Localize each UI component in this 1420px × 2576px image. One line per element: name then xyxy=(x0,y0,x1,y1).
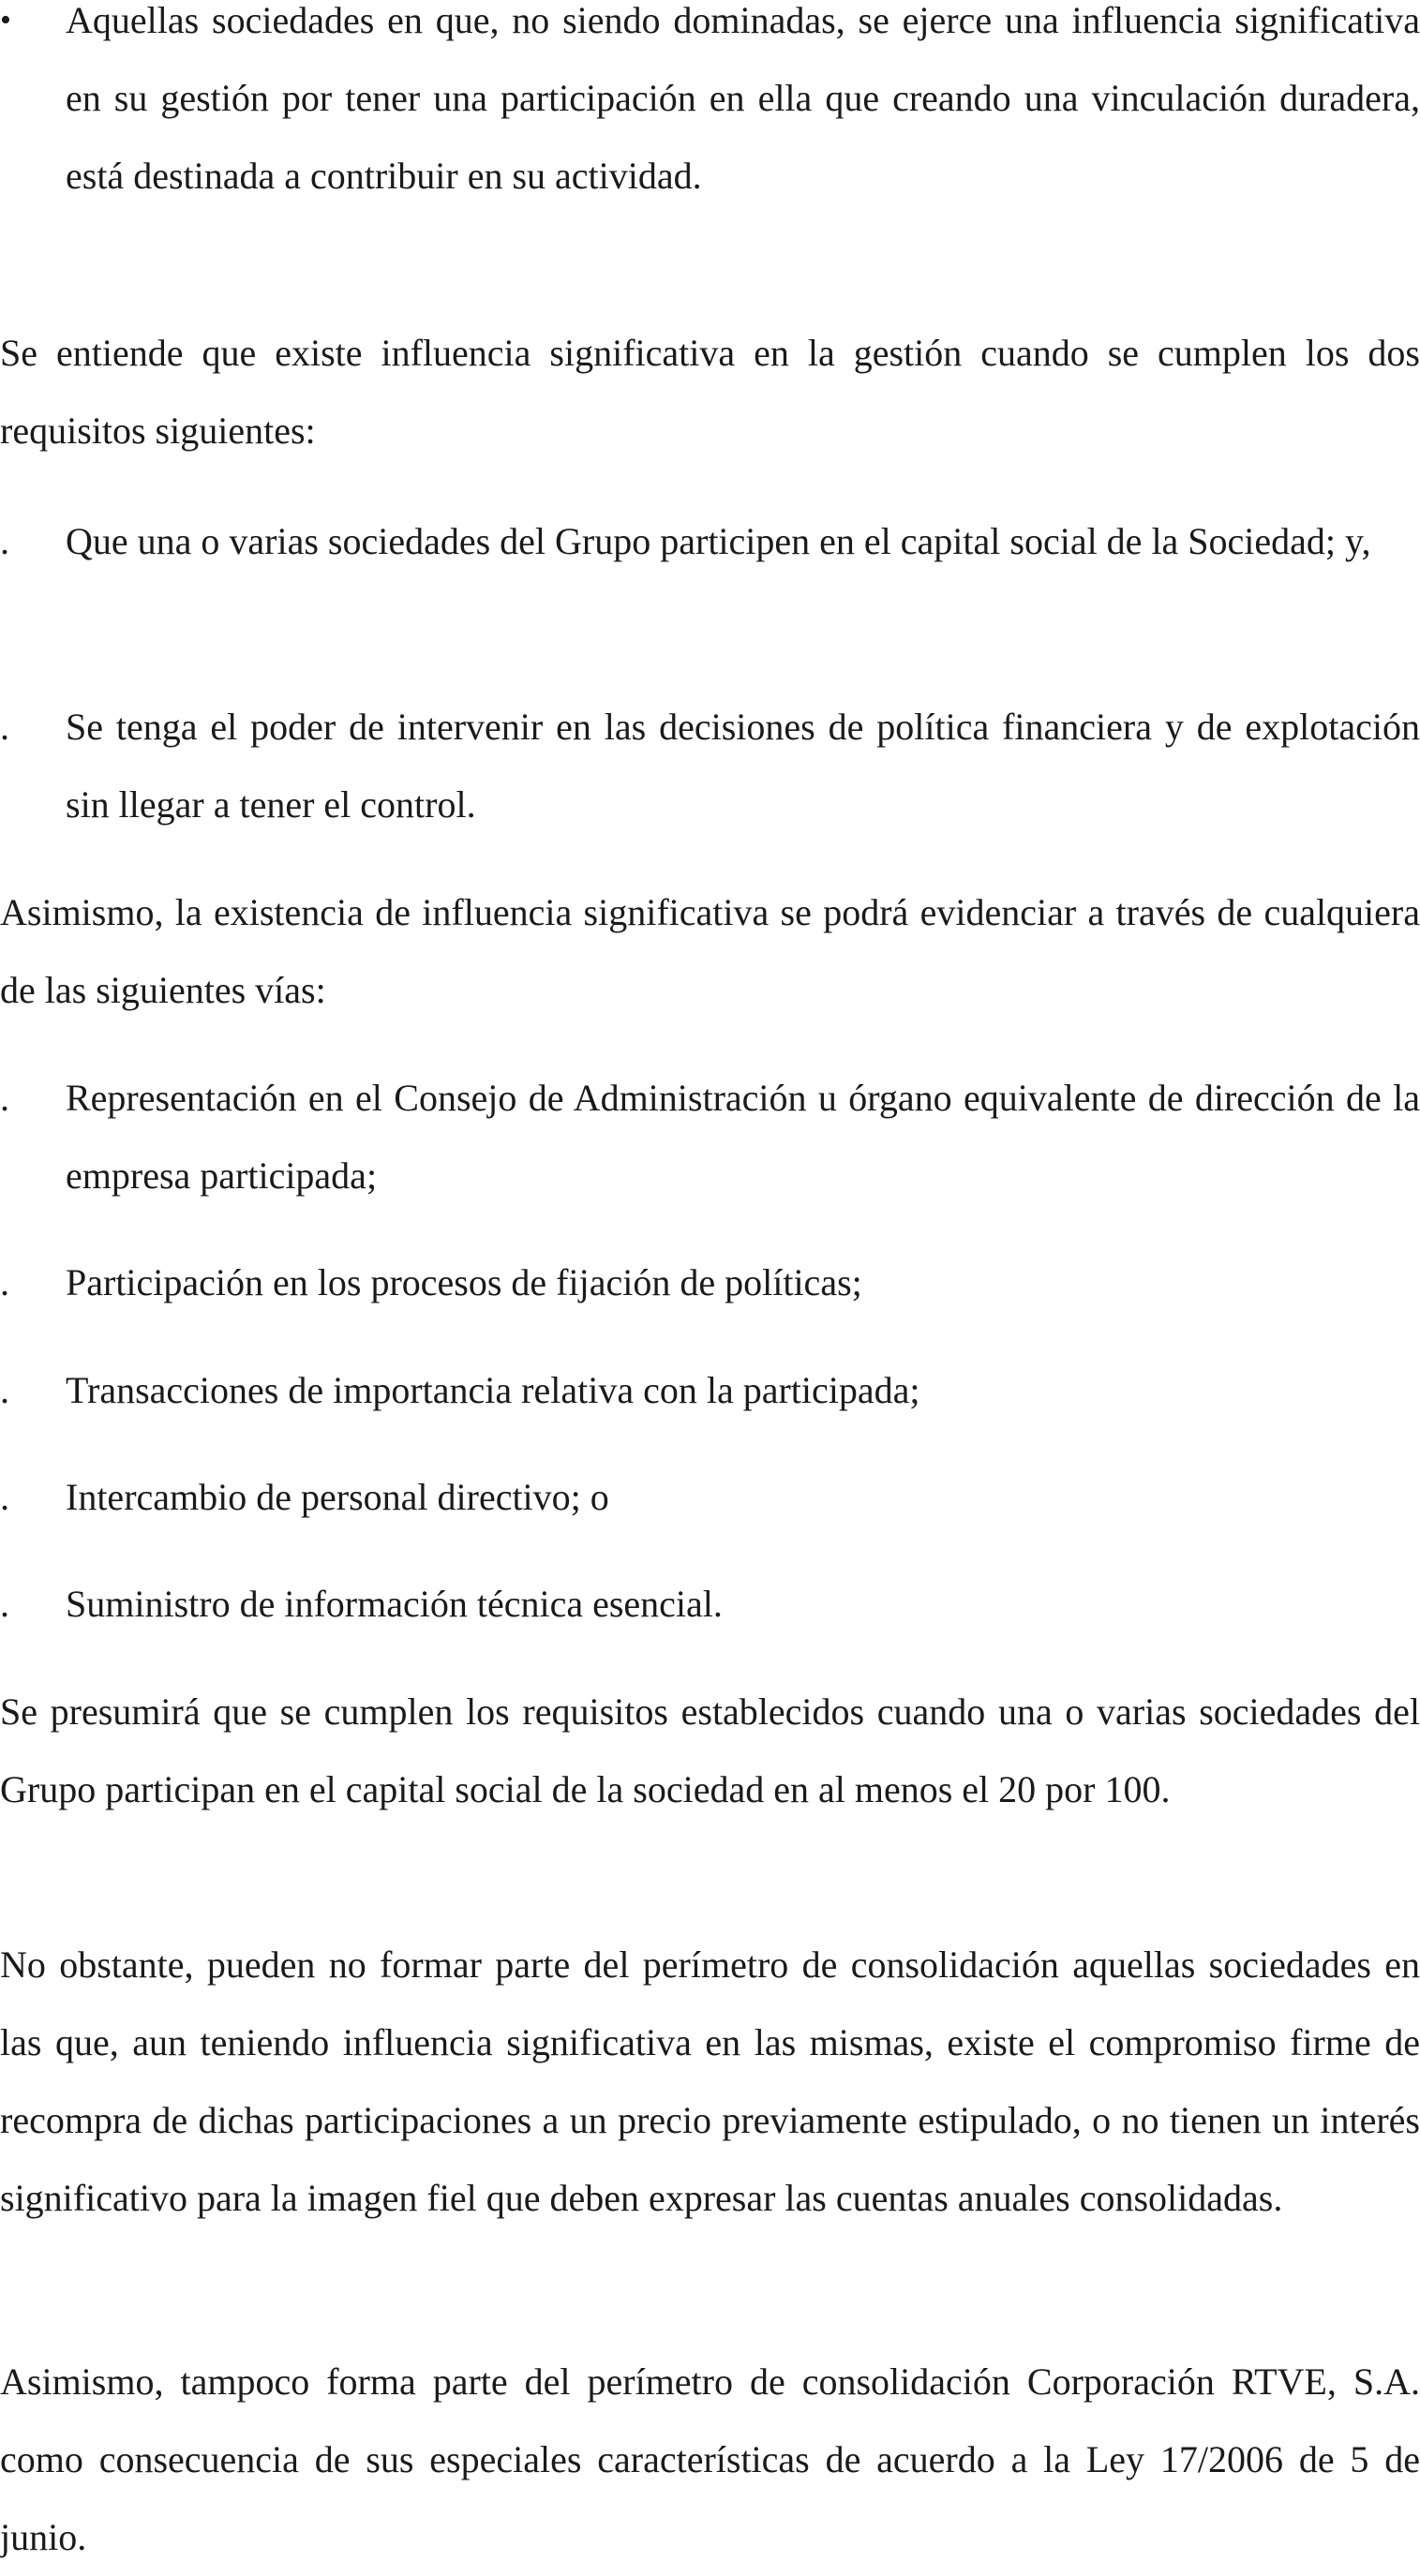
list-item-way-5 xyxy=(0,1565,1420,1643)
paragraph-influence-definition: Se entiende que existe influencia significativa en la gestión cuando se cumplen los dos requisitos siguientes: xyxy=(0,332,1420,452)
list-marker: . xyxy=(0,1583,9,1625)
list-marker: . xyxy=(0,1369,9,1411)
list-marker: . xyxy=(0,1476,9,1518)
list-marker: . xyxy=(0,706,9,748)
paragraph-presumption: Se presumirá que se cumplen los requisitos establecidos cuando una o varias sociedades del Grupo participan en el capital social de la sociedad en al menos el 20 por 100. xyxy=(0,1690,1420,1810)
list-item-text: Participación en los procesos de fijación de políticas; xyxy=(66,1261,862,1303)
list-item-requirement-2 xyxy=(0,688,1420,843)
list-item-text: Representación en el Consejo de Administración u órgano equivalente de dirección de la empresa participada; xyxy=(66,1077,1420,1197)
bullet-marker: • xyxy=(0,3,11,37)
list-marker: . xyxy=(0,520,9,562)
list-item-way-2 xyxy=(0,1243,1420,1321)
list-item-text: Aquellas sociedades en que, no siendo dominadas, se ejerce una influencia significativa en su gestión por tener una participación en ella que creando una vinculación duradera, está destinada a contribuir en su actividad. xyxy=(66,0,1420,197)
paragraph-evidence: Asimismo, la existencia de influencia significativa se podrá evidenciar a través de cualquiera de las siguientes vías: xyxy=(0,891,1420,1011)
list-item-text: Intercambio de personal directivo; o xyxy=(66,1476,609,1518)
list-item-text: Transacciones de importancia relativa con la participada; xyxy=(66,1369,920,1411)
list-marker: . xyxy=(0,1261,9,1303)
list-item-text: Que una o varias sociedades del Grupo participen en el capital social de la Sociedad; y, xyxy=(66,520,1371,562)
list-item-text: Se tenga el poder de intervenir en las decisiones de política financiera y de explotación sin llegar a tener el control. xyxy=(66,706,1420,826)
list-item-way-3 xyxy=(0,1351,1420,1429)
paragraph-exclusion: No obstante, pueden no formar parte del perímetro de consolidación aquellas sociedades en las que, aun teniendo influencia significativa en las mismas, existe el compromiso firme de recompra de dichas participaciones a un precio previamente estipulado, o no tienen un interés significativo para la imagen fiel que deben expresar las cuentas anuales consolidadas. xyxy=(0,1943,1420,2219)
list-item-text: Suministro de información técnica esencial. xyxy=(66,1583,723,1625)
list-item-requirement-1 xyxy=(0,502,1420,580)
list-item-way-4 xyxy=(0,1458,1420,1536)
list-item-way-1 xyxy=(0,1059,1420,1214)
list-marker: . xyxy=(0,1077,9,1119)
list-item-associates xyxy=(0,0,1420,215)
paragraph-rtve: Asimismo, tampoco forma parte del perímetro de consolidación Corporación RTVE, S.A. como consecuencia de sus especiales características de acuerdo a la Ley 17/2006 de 5 de junio. xyxy=(0,2360,1420,2558)
